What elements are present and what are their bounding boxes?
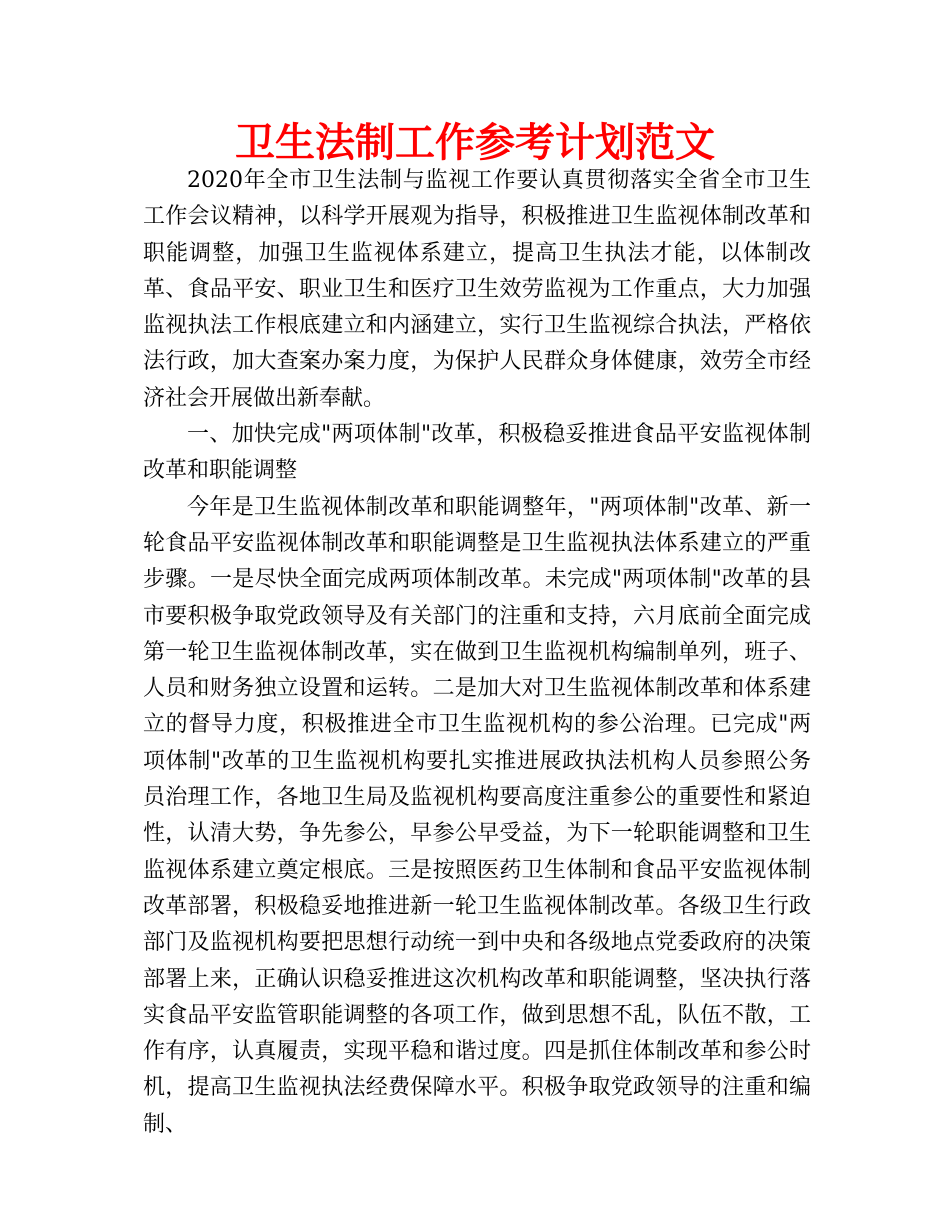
paragraph-intro: 2020年全市卫生法制与监视工作要认真贯彻落实全省全市卫生工作会议精神，以科学开展观为指导，积极推进卫生监视体制改革和职能调整，加强卫生监视体系建立，提高卫生执法才能，以体制改革、食品平安、职业卫生和医疗卫生效劳监视为工作重点，大力加强监视执法工作根底建立和内涵建立，实行卫生监视综合执法，严格依法行政，加大查案办案力度，为保护人民群众身体健康，效劳全市经济社会开展做出新奉献。 xyxy=(143,168,811,411)
document-title: 卫生法制工作参考计划范文 xyxy=(235,120,715,166)
document-body xyxy=(143,163,811,1143)
paragraph-section-heading-1: 一、加快完成"两项体制"改革，积极稳妥推进食品平安监视体制改革和职能调整 xyxy=(143,422,811,484)
paragraph-section-body-1: 今年是卫生监视体制改革和职能调整年，"两项体制"改革、新一轮食品平安监视体制改革和职能调整是卫生监视执法体系建立的严重步骤。一是尽快全面完成两项体制改革。未完成"两项体制"改革的县市要积极争取党政领导及有关部门的注重和支持，六月底前全面完成第一轮卫生监视体制改革，实在做到卫生监视机构编制单列，班子、人员和财务独立设置和运转。二是加大对卫生监视体制改革和体系建立的督导力度，积极推进全市卫生监视机构的参公治理。已完成"两项体制"改革的卫生监视机构要扎实推进展政执法机构人员参照公务员治理工作，各地卫生局及监视机构要高度注重参公的重要性和紧迫性，认清大势，争先参公，早参公早受益，为下一轮职能调整和卫生监视体系建立奠定根底。三是按照医药卫生体制和食品平安监视体制改革部署，积极稳妥地推进新一轮卫生监视体制改革。各级卫生行政部门及监视机构要把思想行动统一到中央和各级地点党委政府的决策部署上来，正确认识稳妥推进这次机构改革和职能调整，坚决执行落实食品平安监管职能调整的各项工作，做到思想不乱，队伍不散，工作有序，认真履责，实现平稳和谐过度。四是抓住体制改革和参公时机，提高卫生监视执法经费保障水平。积极争取党政领导的注重和编制、 xyxy=(143,494,811,1137)
